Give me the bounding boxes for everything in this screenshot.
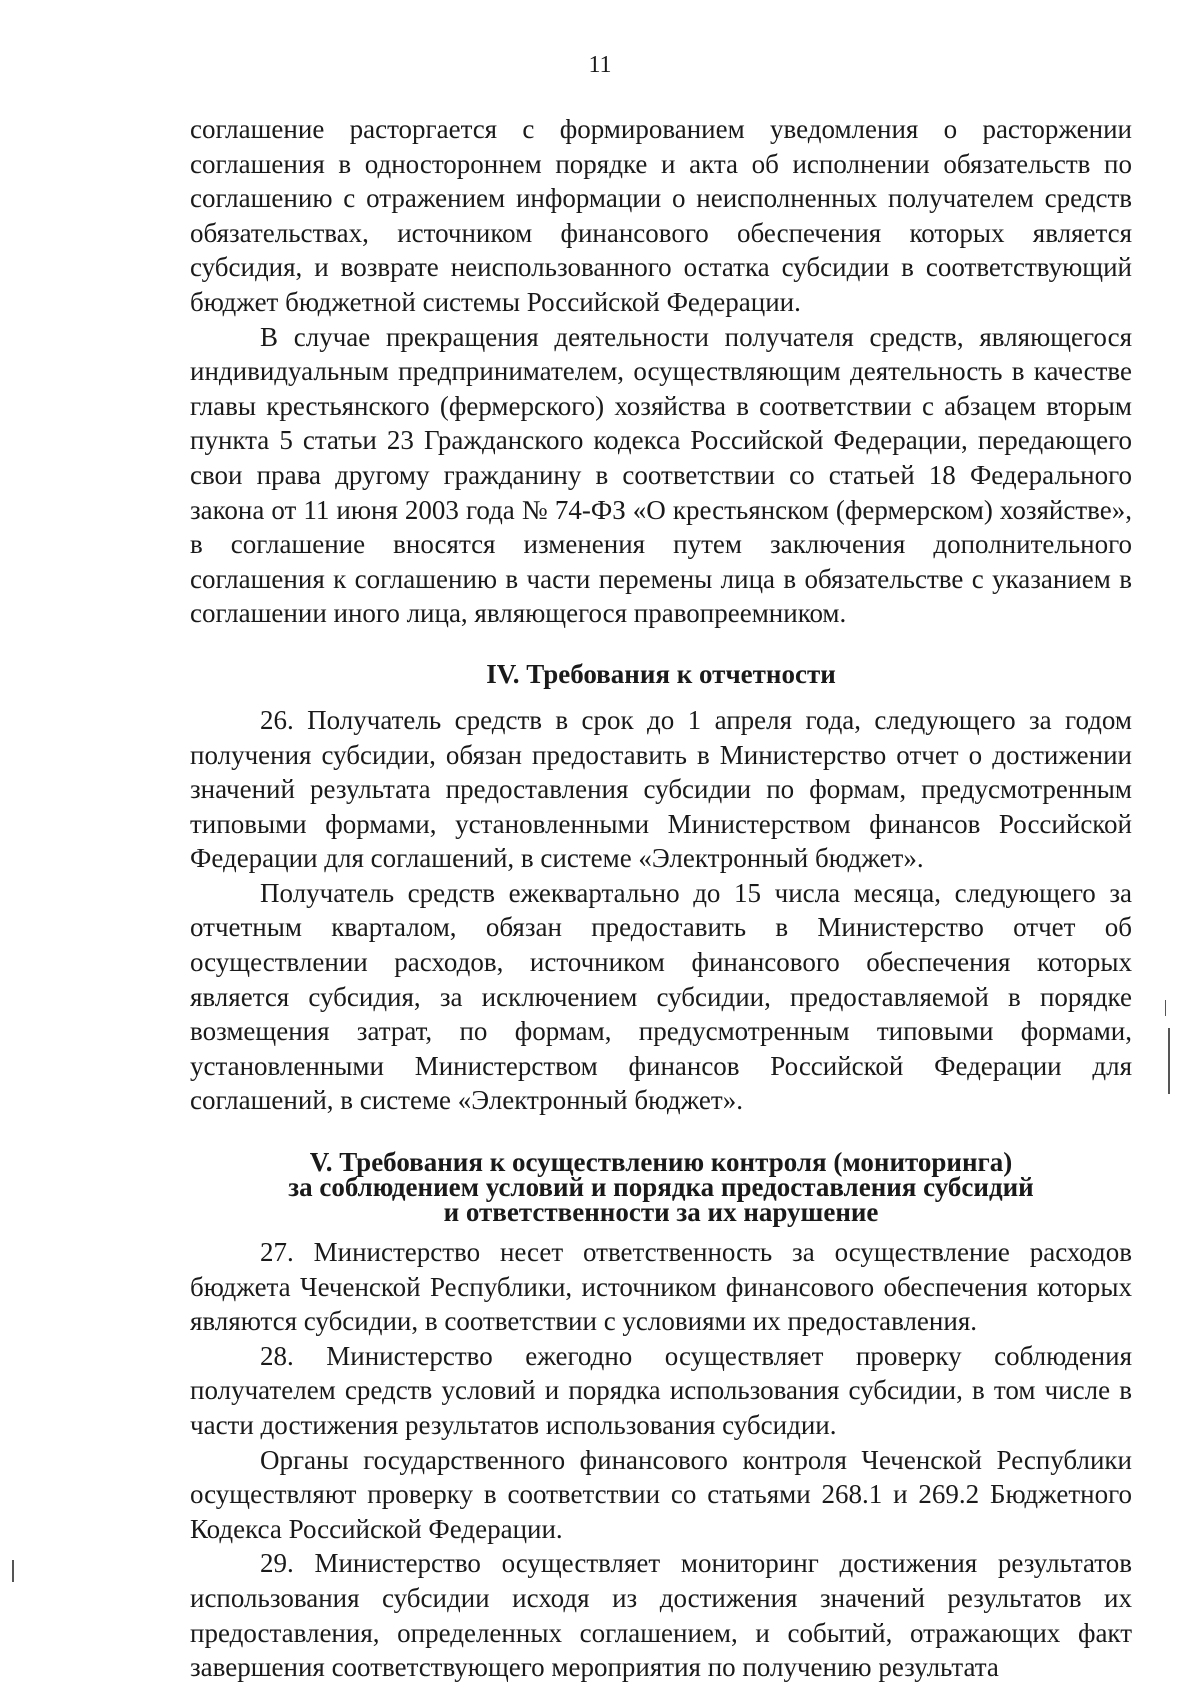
section-5-title — [190, 1147, 1132, 1228]
paragraph-26-quarterly: Получатель средств ежеквартально до 15 числа месяца, следующего за отчетным кварталом, обязан предоставить в Министерство отчет об осуществлении расходов, источником финансового обеспечения которых является субсидия, за исключением субсидии, предоставляемой в порядке возмещения затрат, по формам, предусмотренным типовыми формами, установленными Министерством финансов Российской Федерации для соглашений, в системе «Электронный бюджет». — [190, 877, 1132, 1116]
paragraph-29: 29. Министерство осуществляет мониторинг достижения результатов использования субсидии исходя из достижения значений результатов их предоставления, определенных соглашением, и событий, отражающих факт завершения соответствующего мероприятия по получению результата — [190, 1548, 1132, 1683]
paragraph-termination: соглашение расторгается с формированием уведомления о расторжении соглашения в одностороннем порядке и акта об исполнении обязательств по соглашению с отражением информации о неисполненных получателем средств обязательствах, источником финансового обеспечения которых является субсидия, и возврате неиспользованного остатка субсидии в соответствующий бюджет бюджетной системы Российской Федерации. — [190, 114, 1132, 317]
page-number: 11 — [588, 52, 612, 78]
document-body — [190, 112, 1132, 1685]
section-5-title-line-1: V. Требования к осуществлению контроля (мониторинга) — [309, 1147, 1013, 1178]
scan-artifact-left — [12, 1560, 14, 1582]
paragraph-27: 27. Министерство несет ответственность за осуществление расходов бюджета Чеченской Республики, источником финансового обеспечения которых являются субсидии, в соответствии с условиями их предоставления. — [190, 1237, 1132, 1337]
section-5-title-line-3: и ответственности за их нарушение — [443, 1197, 879, 1228]
scan-artifact-right-long — [1168, 1028, 1170, 1094]
section-4-title: IV. Требования к отчетности — [486, 658, 836, 689]
paragraph-26: 26. Получатель средств в срок до 1 апреля года, следующего за годом получения субсидии, обязан предоставить в Министерство отчет о достижении значений результата предоставления субсидии по формам, предусмотренным типовыми формами, установленными Министерством финансов Российской Федерации для соглашений, в системе «Электронный бюджет». — [190, 704, 1132, 874]
paragraph-28: 28. Министерство ежегодно осуществляет проверку соблюдения получателем средств условий и порядка использования субсидии, в том числе в части достижения результатов использования субсидии. — [190, 1340, 1132, 1440]
section-5-title-line-2: за соблюдением условий и порядка предоставления субсидий — [288, 1172, 1034, 1203]
scan-artifact-right-short — [1165, 1000, 1166, 1016]
paragraph-succession: В случае прекращения деятельности получателя средств, являющегося индивидуальным предпринимателем, осуществляющим деятельность в качестве главы крестьянского (фермерского) хозяйства в соответствии с абзацем вторым пункта 5 статьи 23 Гражданского кодекса Российской Федерации, передающего свои права другому гражданину в соответствии со статьей 18 Федерального закона от 11 июня 2003 года № 74-ФЗ «О крестьянском (фермерском) хозяйстве», в соглашение вносятся изменения путем заключения дополнительного соглашения к соглашению в части перемены лица в обязательстве с указанием в соглашении иного лица, являющегося правопреемником. — [190, 321, 1132, 629]
paragraph-control-bodies: Органы государственного финансового контроля Чеченской Республики осуществляют проверку в соответствии со статьями 268.1 и 269.2 Бюджетного Кодекса Российской Федерации. — [190, 1444, 1132, 1544]
